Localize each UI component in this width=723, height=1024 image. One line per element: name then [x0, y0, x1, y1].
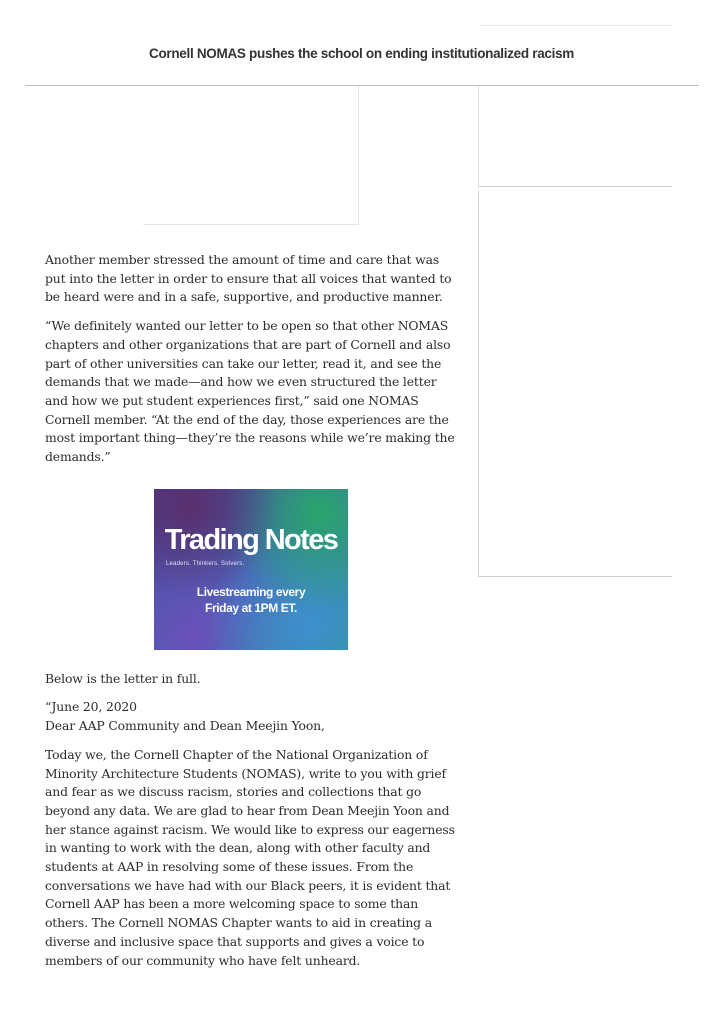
letter-lead-in: Below is the letter in full.: [45, 670, 201, 686]
top-divider: [480, 25, 672, 26]
letter-body: Today we, the Cornell Chapter of the National Organization of Minority Architecture Students (NOMAS), write to you with grief and fear as we discuss racism, stories and collections that go beyond any data. We are glad to hear from Dean Meejin Yoon and her stance against racism. We would like to express our eagerness in wanting to work with the dean, along with other faculty and students at AAP in resolving some of these issues. From the conversations we have had with our Black peers, it is evident that Cornell AAP has been a more welcoming space to some than others. The Cornell NOMAS Chapter wants to aid in creating a diverse and inclusive space that supports and gives a voice to members of our community who have felt unheard.: [45, 746, 455, 968]
sidebar-ad-placeholder-2: [478, 191, 672, 577]
promo-container: [45, 489, 455, 650]
trading-notes-promo[interactable]: [154, 489, 348, 650]
letter-salutation: Dear AAP Community and Dean Meejin Yoon,: [45, 718, 325, 734]
letter-date: “June 20, 2020: [45, 699, 137, 715]
article-paragraph: Another member stressed the amount of time and care that was put into the letter in order to ensure that all voices that wanted to be heard were and in a safe, supportive, and productive manner.: [45, 252, 452, 305]
page-title: Cornell NOMAS pushes the school on ending institutionalized racism: [149, 46, 574, 61]
sidebar-ad-placeholder-1: [478, 86, 672, 187]
article-paragraph: “We definitely wanted our letter to be open so that other NOMAS chapters and other organizations that are part of Cornell and also part of other universities can take our letter, read it, and see the demands that we made—and how we even structured the letter and how we put student experiences first,” said one NOMAS Cornell member. “At the end of the day, those experiences are the most important thing—they’re the reasons while we’re making the demands.”: [45, 318, 455, 465]
promo-schedule-line-1: Livestreaming every: [196, 584, 306, 599]
letter-opening: [45, 698, 455, 735]
ad-placeholder-top: [143, 86, 359, 225]
promo-title: Trading Notes: [164, 523, 338, 556]
promo-schedule-line-2: Friday at 1PM ET.: [205, 600, 297, 615]
promo-tagline: Leaders. Thinkers. Solvers.: [166, 560, 245, 567]
article-body: [45, 251, 455, 980]
